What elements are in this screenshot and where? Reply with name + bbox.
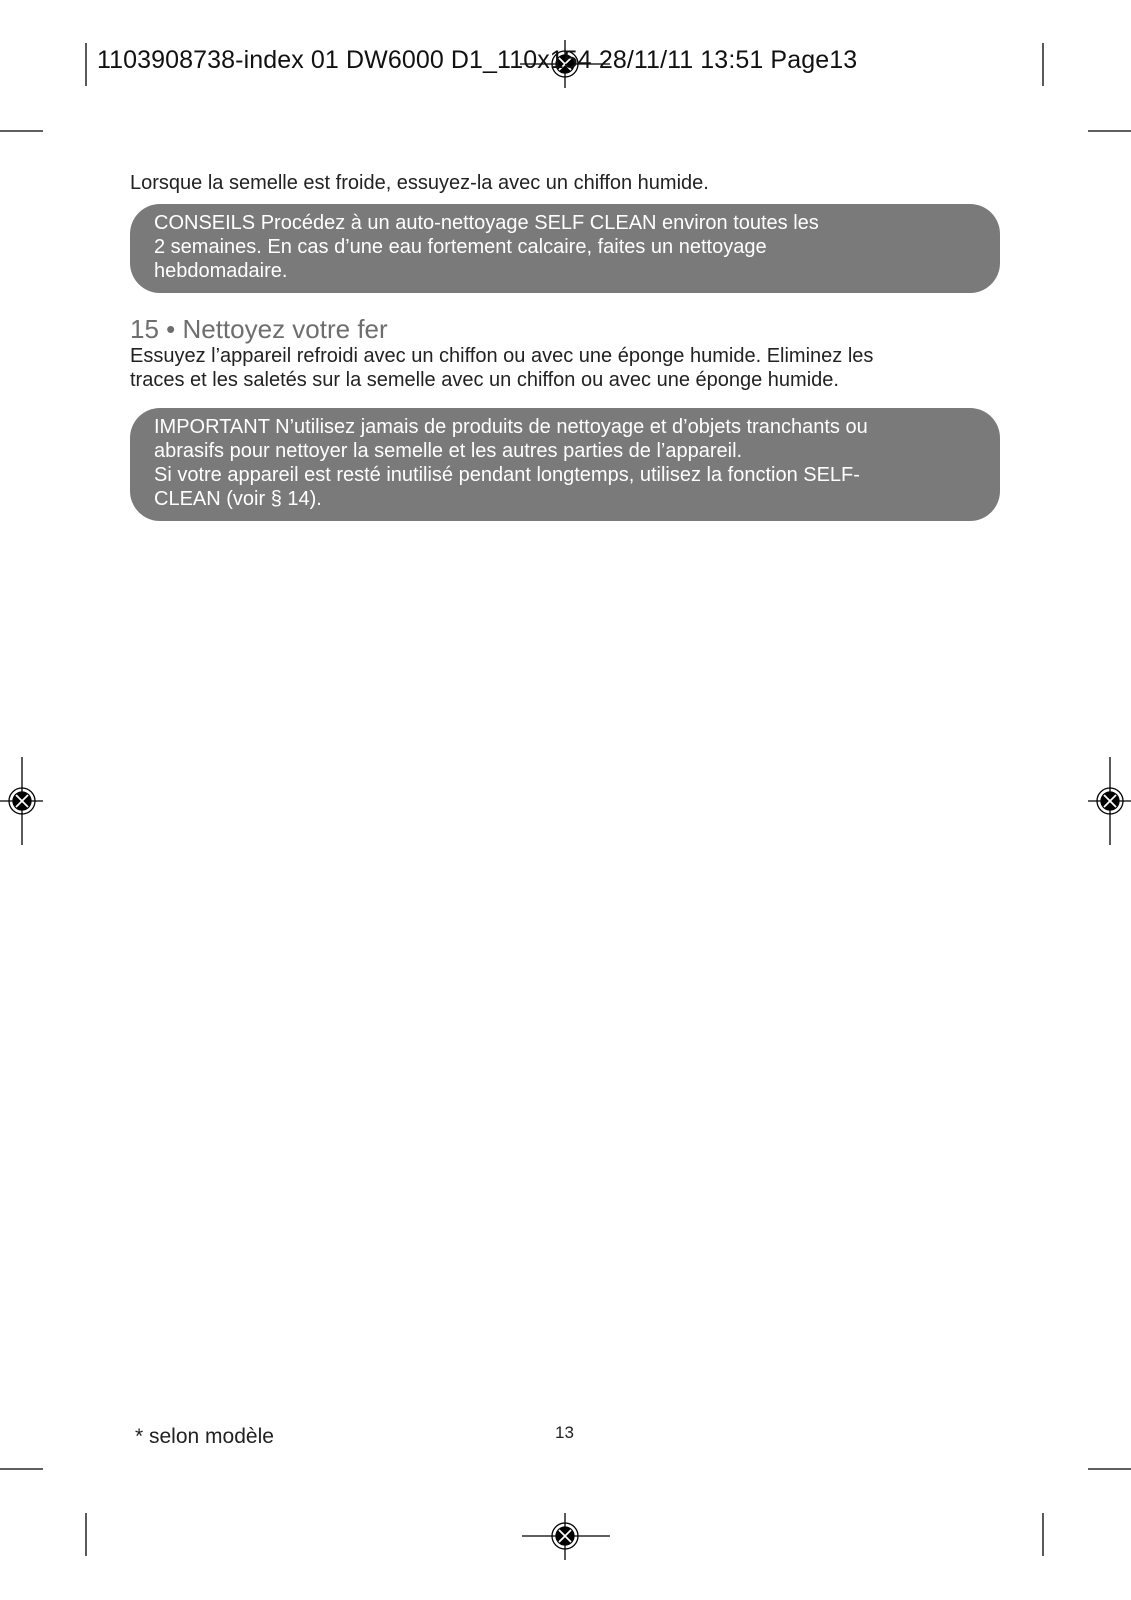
important-line: abrasifs pour nettoyer la semelle et les autres parties de l’appareil. bbox=[154, 440, 743, 462]
important-line: Si votre appareil est resté inutilisé pendant longtemps, utilisez la fonction SELF- bbox=[154, 464, 860, 486]
important-line: IMPORTANT N’utilisez jamais de produits de nettoyage et d’objets tranchants ou bbox=[154, 416, 868, 438]
section-heading: 15 • Nettoyez votre fer bbox=[130, 314, 388, 344]
registration-mark-icon bbox=[522, 1513, 610, 1560]
print-slug-line: 1103908738-index 01 DW6000 D1_110x154 28/11/11 13:51 Page13 bbox=[97, 46, 858, 74]
footnote: * selon modèle bbox=[135, 1425, 274, 1448]
important-box bbox=[130, 408, 1000, 521]
tips-box bbox=[130, 204, 1000, 293]
important-line: CLEAN (voir § 14). bbox=[154, 488, 322, 510]
registration-mark-icon bbox=[0, 757, 43, 845]
intro-paragraph: Lorsque la semelle est froide, essuyez-la avec un chiffon humide. bbox=[130, 172, 709, 194]
tips-line: hebdomadaire. bbox=[154, 260, 288, 282]
tips-line: CONSEILS Procédez à un auto-nettoyage SELF CLEAN environ toutes les bbox=[154, 212, 819, 234]
registration-mark-icon bbox=[1088, 757, 1131, 845]
body-line: traces et les saletés sur la semelle avec un chiffon ou avec une éponge humide. bbox=[130, 369, 839, 391]
section-body bbox=[130, 344, 1010, 392]
body-line: Essuyez l’appareil refroidi avec un chiffon ou avec une éponge humide. Eliminez les bbox=[130, 345, 874, 367]
page-number: 13 bbox=[555, 1423, 574, 1442]
tips-line: 2 semaines. En cas d’une eau fortement calcaire, faites un nettoyage bbox=[154, 236, 767, 258]
